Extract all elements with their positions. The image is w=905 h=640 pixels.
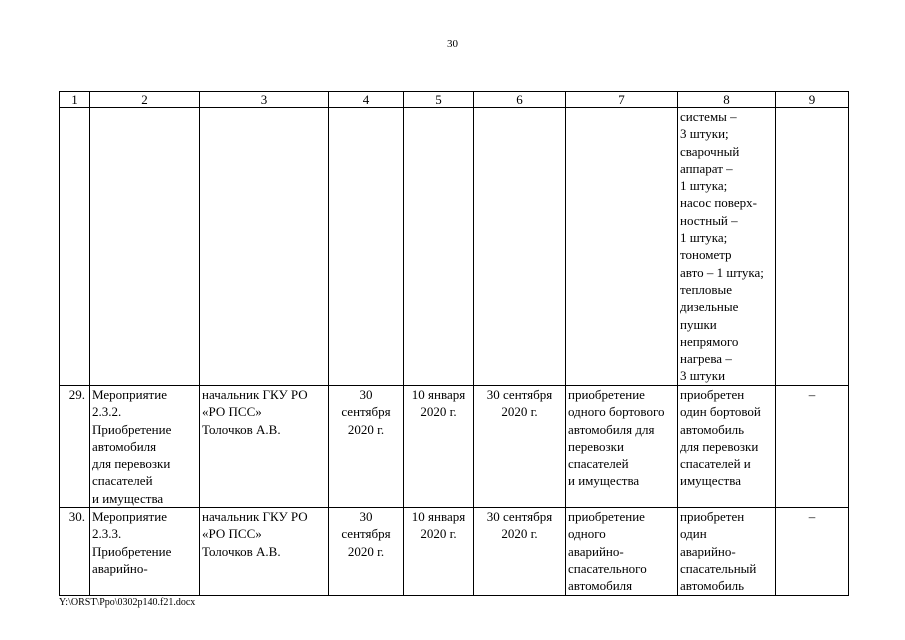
cell-text-line: 2020 г. <box>420 526 457 542</box>
cell-text-line: 2020 г. <box>420 404 457 420</box>
cell-text-line: сентября <box>341 526 391 542</box>
responsible-cell <box>200 508 329 595</box>
program-table <box>59 91 849 596</box>
cell-text-line: приобретен <box>680 509 745 525</box>
page-number: 30 <box>447 38 458 50</box>
cell-text-line: 1 штука; <box>680 230 728 246</box>
cell-text-line: непрямого <box>680 333 739 349</box>
cell-text-line: 2020 г. <box>501 526 538 542</box>
cell-text-line: для перевозки <box>92 456 171 472</box>
row-number-cell: 29. <box>60 386 90 508</box>
cell-text-line: для перевозки <box>680 438 759 454</box>
cell-text-line: 30 <box>359 387 373 402</box>
cell-text-line: автомобиля для <box>568 421 655 437</box>
cell-text-line: 1 штука; <box>680 178 728 194</box>
deadline-cell <box>329 508 404 595</box>
column-number-header: 2 <box>90 92 200 108</box>
column-number-header: 4 <box>329 92 404 108</box>
cell-text-line: 2020 г. <box>347 543 385 559</box>
cell-text-line: одного бортового <box>568 404 665 420</box>
cell-text-line: спасателей и <box>680 456 751 472</box>
cell-text-line: перевозки <box>568 438 624 454</box>
notes-cell: – <box>776 508 849 595</box>
actual-result-cell <box>678 108 776 386</box>
cell-text-line: ностный – <box>680 212 738 228</box>
column-number-header: 9 <box>776 92 849 108</box>
event-cell <box>90 108 200 386</box>
cell-text-line: 10 января <box>411 509 466 525</box>
column-number-header: 8 <box>678 92 776 108</box>
table-row <box>60 108 849 386</box>
cell-text-line: Толочков А.В. <box>202 421 281 437</box>
start-date-cell <box>404 386 474 508</box>
cell-text-line: начальник ГКУ РО <box>202 509 308 525</box>
table-header-row <box>60 92 849 108</box>
cell-text-line: приобретение <box>568 509 645 525</box>
column-number-header: 5 <box>404 92 474 108</box>
cell-text-line: один бортовой <box>680 404 761 420</box>
cell-text-line: Приобретение <box>92 543 172 559</box>
actual-result-cell <box>678 508 776 595</box>
cell-text-line: автомобиля <box>92 438 157 454</box>
cell-text-line: автомобиля <box>568 578 633 594</box>
table-row <box>60 386 849 508</box>
responsible-cell <box>200 386 329 508</box>
cell-text-line: 30 сентября <box>486 509 553 525</box>
cell-text-line: автомобиль <box>680 578 745 594</box>
start-date-cell <box>404 108 474 386</box>
cell-text-line: сварочный <box>680 143 740 159</box>
column-number-header: 1 <box>60 92 90 108</box>
event-cell <box>90 508 200 595</box>
notes-cell: – <box>776 386 849 508</box>
cell-text-line: 2020 г. <box>347 421 385 437</box>
end-date-cell <box>474 508 566 595</box>
cell-text-line: 3 штуки <box>680 368 726 384</box>
end-date-cell <box>474 386 566 508</box>
column-number-header: 3 <box>200 92 329 108</box>
cell-text-line: дизельные <box>680 299 739 315</box>
cell-text-line: спасательный <box>680 560 757 576</box>
cell-text-line: начальник ГКУ РО <box>202 387 308 402</box>
cell-text-line: приобретение <box>568 387 645 402</box>
cell-text-line: Приобретение <box>92 421 172 437</box>
end-date-cell <box>474 108 566 386</box>
cell-text-line: имущества <box>680 473 741 489</box>
cell-text-line: и имущества <box>568 473 640 489</box>
cell-text-line: спасательного <box>568 560 647 576</box>
row-number-cell <box>60 108 90 386</box>
cell-text-line: и имущества <box>92 490 164 506</box>
table-row <box>60 508 849 595</box>
cell-text-line: тепловые <box>680 281 733 297</box>
expected-result-cell <box>566 508 678 595</box>
cell-text-line: 2020 г. <box>501 404 538 420</box>
cell-text-line: аварийно- <box>92 560 148 576</box>
cell-text-line: нагрева – <box>680 351 732 367</box>
cell-text-line: 10 января <box>411 387 466 402</box>
cell-text-line: автомобиль <box>680 421 745 437</box>
cell-text-line: спасателей <box>568 456 629 472</box>
cell-text-line: тонометр <box>680 247 732 263</box>
cell-text-line: 30 <box>359 509 373 525</box>
cell-text-line: 2.3.2. <box>92 404 122 420</box>
cell-text-line: аварийно- <box>568 543 624 559</box>
cell-text-line: авто – 1 штука; <box>680 264 764 280</box>
cell-text-line: один <box>680 526 707 542</box>
cell-text-line: Мероприятие <box>92 387 167 402</box>
file-path-footer: Y:\ORST\Ppo\0302p140.f21.docx <box>59 597 196 608</box>
cell-text-line: Толочков А.В. <box>202 543 281 559</box>
column-number-header: 6 <box>474 92 566 108</box>
cell-text-line: системы – <box>680 109 737 124</box>
cell-text-line: пушки <box>680 316 717 332</box>
cell-text-line: спасателей <box>92 473 153 489</box>
expected-result-cell <box>566 386 678 508</box>
cell-text-line: сентября <box>341 404 391 420</box>
event-cell <box>90 386 200 508</box>
cell-text-line: аварийно- <box>680 543 736 559</box>
cell-text-line: 2.3.3. <box>92 526 122 542</box>
responsible-cell <box>200 108 329 386</box>
start-date-cell <box>404 508 474 595</box>
deadline-cell <box>329 108 404 386</box>
cell-text-line: насос поверх- <box>680 195 757 211</box>
cell-text-line: одного <box>568 526 606 542</box>
column-number-header: 7 <box>566 92 678 108</box>
cell-text-line: приобретен <box>680 387 745 402</box>
cell-text-line: 30 сентября <box>486 387 553 402</box>
notes-cell <box>776 108 849 386</box>
deadline-cell <box>329 386 404 508</box>
cell-text-line: 3 штуки; <box>680 126 729 142</box>
expected-result-cell <box>566 108 678 386</box>
cell-text-line: аппарат – <box>680 160 733 176</box>
cell-text-line: Мероприятие <box>92 509 167 525</box>
cell-text-line: «РО ПСС» <box>202 404 262 420</box>
row-number-cell: 30. <box>60 508 90 595</box>
actual-result-cell <box>678 386 776 508</box>
cell-text-line: «РО ПСС» <box>202 526 262 542</box>
